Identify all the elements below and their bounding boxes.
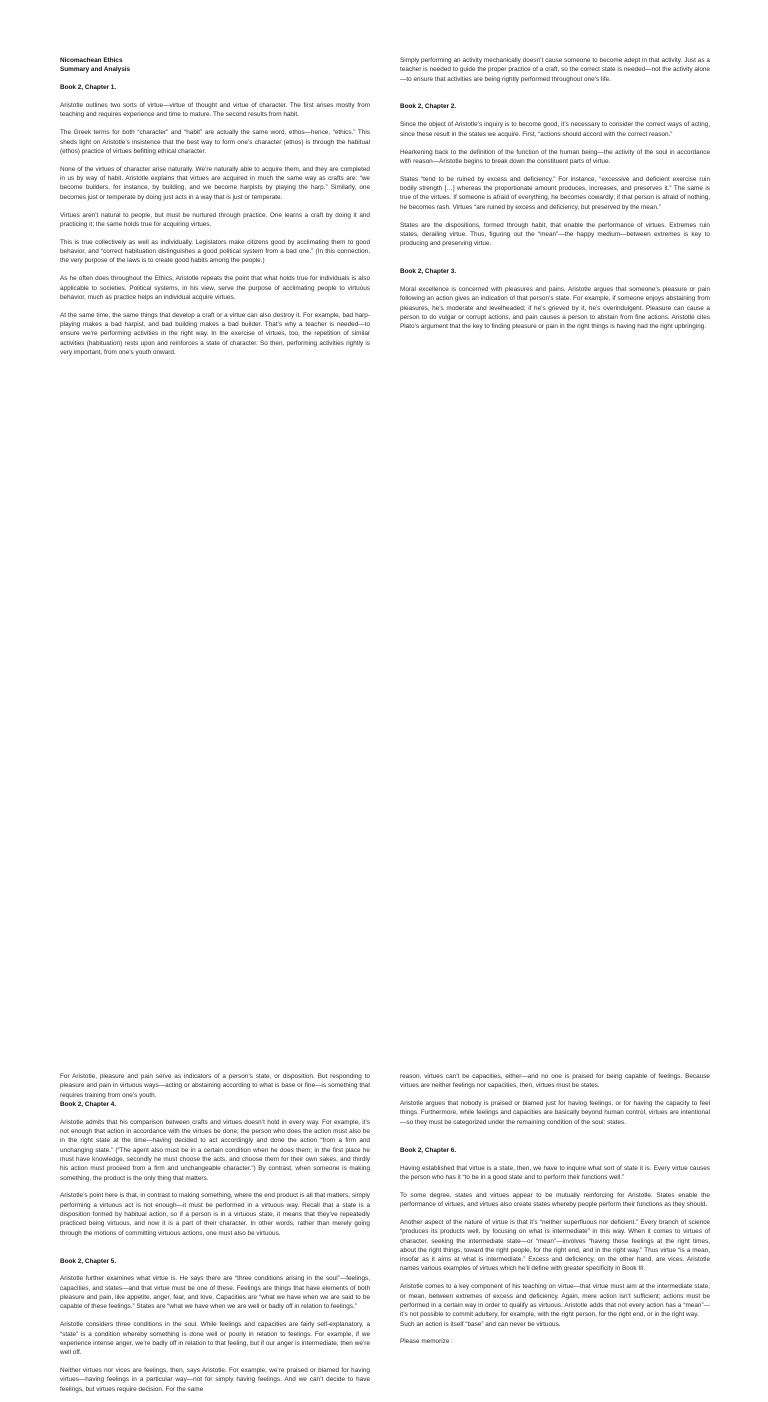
paragraph: Simply performing an activity mechanically doesn’t cause someone to become adept in that activity. Just as a teacher is needed to guide the proper practice of a craft, so the correct state is needed—not the activity alone—to ensure that activities are being rightly performed throughout one’s life. <box>400 57 710 83</box>
paragraph: reason, virtues can’t be capacities, either—and no one is praised for being capable of feelings. Because virtues are neither feelings nor capacities, then, virtues must be states. <box>400 1073 710 1090</box>
paragraph: Virtues aren’t natural to people, but must be nurtured through practice. One learns a craft by doing it and practicing it; the same holds true for acquiring virtues. <box>60 211 370 228</box>
paragraph: Since the object of Aristotle’s inquiry is to become good, it’s necessary to consider the correct ways of acting, since these result in the states we acquire. First, “actions should accord with the correct reason.” <box>400 121 710 138</box>
spacer <box>400 92 710 102</box>
section-heading: Book 2, Chapter 5. <box>60 1257 117 1265</box>
spacer <box>60 1247 370 1257</box>
document-title: Nicomachean Ethics <box>60 57 123 64</box>
paragraph: Neither virtues nor vices are feelings, then, says Aristotle. For example, we’re praised or blamed for having virtues—having feelings in a particular way—not for simply having feelings. And we can’t decide to have feelings, but virtues require decision. For the same <box>60 1366 370 1393</box>
section-heading: Book 2, Chapter 2. <box>400 103 457 111</box>
paragraph: Having established that virtue is a state, then, we have to inquire what sort of state it is. Every virtue causes the person who has it “to be in a good state and to perform their functions well.” <box>400 1164 710 1181</box>
paragraph: Aristotle admits that his comparison between crafts and virtues doesn’t hold in every way. For example, it’s not enough that action in accordance with the virtues be done; the person who does the action must also be in the right state at the time—having decided to act accordingly and done the action “from a firm and unchanging state.” (“The agent also must be in a certain condition when he does them; in the first place he must have knowledge, secondly he must choose the acts, and choose them for their own sakes, and thirdly his action must proceed from a firm and unchangeable character.”) By contrast, when someone is making something, the product is the only thing that matters. <box>60 1118 370 1182</box>
column-bottom-right <box>400 1072 710 1355</box>
paragraph: Aristotle considers three conditions in the soul. While feelings and capacities are fairly self-explanatory, a “state” is a condition whereby something is done well or poorly in relation to feelings. For example, if we experience intense anger, we’re badly off in relation to that feeling, but if our anger is intermediate, then we’re well off. <box>60 1321 370 1357</box>
column-top-right <box>400 56 710 340</box>
section-heading: Book 2, Chapter 6. <box>400 1146 457 1154</box>
page-2 <box>0 512 768 1393</box>
paragraph: Please memorize : <box>400 1338 453 1346</box>
section-heading: Book 2, Chapter 1. <box>60 84 117 92</box>
paragraph: Hearkening back to the definition of the function of the human being—the activity of the soul in accordance with reason—Aristotle begins to break down the constituent parts of virtue. <box>400 148 710 165</box>
paragraph: This is true collectively as well as individually. Legislators make citizens good by acclimating them to good behavior, and “correct habituation distinguishes a good political system from a bad one.” (In this connection, the very purpose of the laws is to create good habits among the people.) <box>60 238 370 265</box>
paragraph: To some degree, states and virtues appear to be mutually reinforcing for Aristotle. States enable the performance of virtues, and virtues also create states whereby people perform their functions as they should. <box>400 1191 710 1209</box>
paragraph: For Aristotle, pleasure and pain serve as indicators of a person’s state, or disposition. But responding to pleasure and pain in virtuous ways—acting or abstaining according to what is base or fine—is something that requires training from one’s youth. <box>60 1073 370 1099</box>
paragraph: Aristotle comes to a key component of his teaching on virtue—that virtue must aim at the intermediate state, or mean, between extremes of excess and deficiency. Again, mere action isn’t sufficient; actions must be performed in a certain way in order to qualify as virtuous. Aristotle adds that not every action has a “mean”—it’s not possible to commit adultery, for example, with the right person, for the right end, or in the right way. <box>400 1283 710 1319</box>
paragraph: The Greek terms for both “character” and “habit” are actually the same word, ethos—hence, “ethics.” This sheds light on Aristotle’s insistence that the best way to form one’s character (ethos) is through the habitual (ethos) practice of virtues befitting ethical character. <box>60 129 370 155</box>
document-subtitle: Summary and Analysis <box>60 66 131 74</box>
paragraph: Such an action is itself “base” and can never be virtuous. <box>400 1320 561 1328</box>
spacer <box>400 257 710 267</box>
section-heading: Book 2, Chapter 4. <box>60 1100 117 1108</box>
paragraph: Aristotle outlines two sorts of virtue—virtue of thought and virtue of character. The first arises mostly from teaching and requires experience and time to mature. The second results from habit. <box>60 102 370 119</box>
spacer <box>400 1136 710 1146</box>
paragraph: Moral excellence is concerned with pleasures and pains. Aristotle argues that someone’s pleasure or pain following an action gives an indication of that person’s state. For example, if someone enjoys abstaining from pleasures, he’s moderate and levelheaded; if he’s grieved by it, he’s overindulgent. Pleasure can cause a person to do vulgar or corrupt actions, and pain causes a person to abstain from fine actions. Aristotle cites Plato’s argument that the key to finding pleasure or pain in the right things is having had the right upbringing. <box>400 285 710 331</box>
paragraph: States “tend to be ruined by excess and deficiency.” For instance, “excessive and deficient exercise ruin bodily strength […] whereas the proportionate amount produces, increases, and preserves it.” The same is true of the virtues. If someone is afraid of everything, he becomes cowardly; if that person is afraid of nothing, he becomes rash. Virtues “are ruined by excess and deficiency, but preserved by the mean.” <box>400 175 710 211</box>
paragraph: Aristotle further examines what virtue is. He says there are “three conditions arising in the soul”—feelings, capacities, and states—and that virtue must be one of these. Feelings are things that have elements of both pleasure and pain, like appetite, anger, fear, and love. Capacities are “what we have when we are said to be capable of these feelings.” States are “what we have when we are well or badly off in relation to feelings.” <box>60 1275 370 1311</box>
paragraph: Aristotle’s point here is that, in contrast to making something, where the end product is all that matters, simply performing a virtuous act is not enough—it must be performed in a virtuous way. Recall that a state is a disposition formed by habitual action, so if a person is in a virtuous state, it means that they’ve repeatedly practiced being virtuous, and now it is a part of their character. In other words, rather than merely going through the motions of committing virtuous actions, one must also be virtuous. <box>60 1192 370 1237</box>
paragraph: Another aspect of the nature of virtue is that it’s “neither superfluous nor deficient.” Every branch of science “produces its products well, by focusing on what is intermediate” in this way. When it comes to virtues of character, seeking the intermediate state—or “mean”—involves “having these feelings at the right times, about the right things, toward the right people, for the right end, and in the right way.” Thus virtue “is a mean, insofar as it aims at what is intermediate.” Excess and deficiency, on the other hand, are vices. Aristotle names various examples of virtues which he’ll define with greater specificity in Book III. <box>400 1218 710 1273</box>
paragraph: None of the virtues of character arise naturally. We’re naturally able to acquire them, and they are completed in us by way of habit. Aristotle explains that virtues are acquired in much the same way as crafts are: “we become builders, for instance, by building, and we become harpists by playing the harp.” Similarly, one becomes just or temperate by doing just acts in a way that is just or temperate. <box>60 165 370 201</box>
column-bottom-left <box>60 1072 370 1402</box>
section-heading: Book 2, Chapter 3. <box>400 268 457 276</box>
document-title-block <box>60 56 370 75</box>
paragraph: Aristotle argues that nobody is praised or blamed just for having feelings, or for having the capacity to feel things. Furthermore, while feelings and capacities are basically beyond human control, virtues are intentional—so they must be categorized under the remaining condition of the soul: states. <box>400 1100 710 1126</box>
page-1 <box>0 0 768 512</box>
paragraph: States are the dispositions, formed through habit, that enable the performance of virtues. Extremes ruin states, derailing virtue. Thus, figuring out the “mean”—the happy medium—between extremes is key to producing and preserving virtue. <box>400 221 710 248</box>
paragraph: At the same time, the same things that develop a craft or a virtue can also destroy it. For example, bad harp-playing makes a bad harpist, and bad building makes a bad builder. That’s why a teacher is needed—to ensure we’re performing activities in the right way. In the exercise of virtues, too, the repetition of similar activities (habituation) rests upon and reinforces a state of character. So then, performing activities rightly is very important, from one’s youth onward. <box>60 311 370 356</box>
column-top-left <box>60 56 370 366</box>
paragraph: As he often does throughout the Ethics, Aristotle repeats the point that what holds true for individuals is also applicable to societies. Political systems, in his view, serve the purpose of acclimating people to virtuous behavior, much as practice helps an individual acquire virtues. <box>60 275 370 301</box>
